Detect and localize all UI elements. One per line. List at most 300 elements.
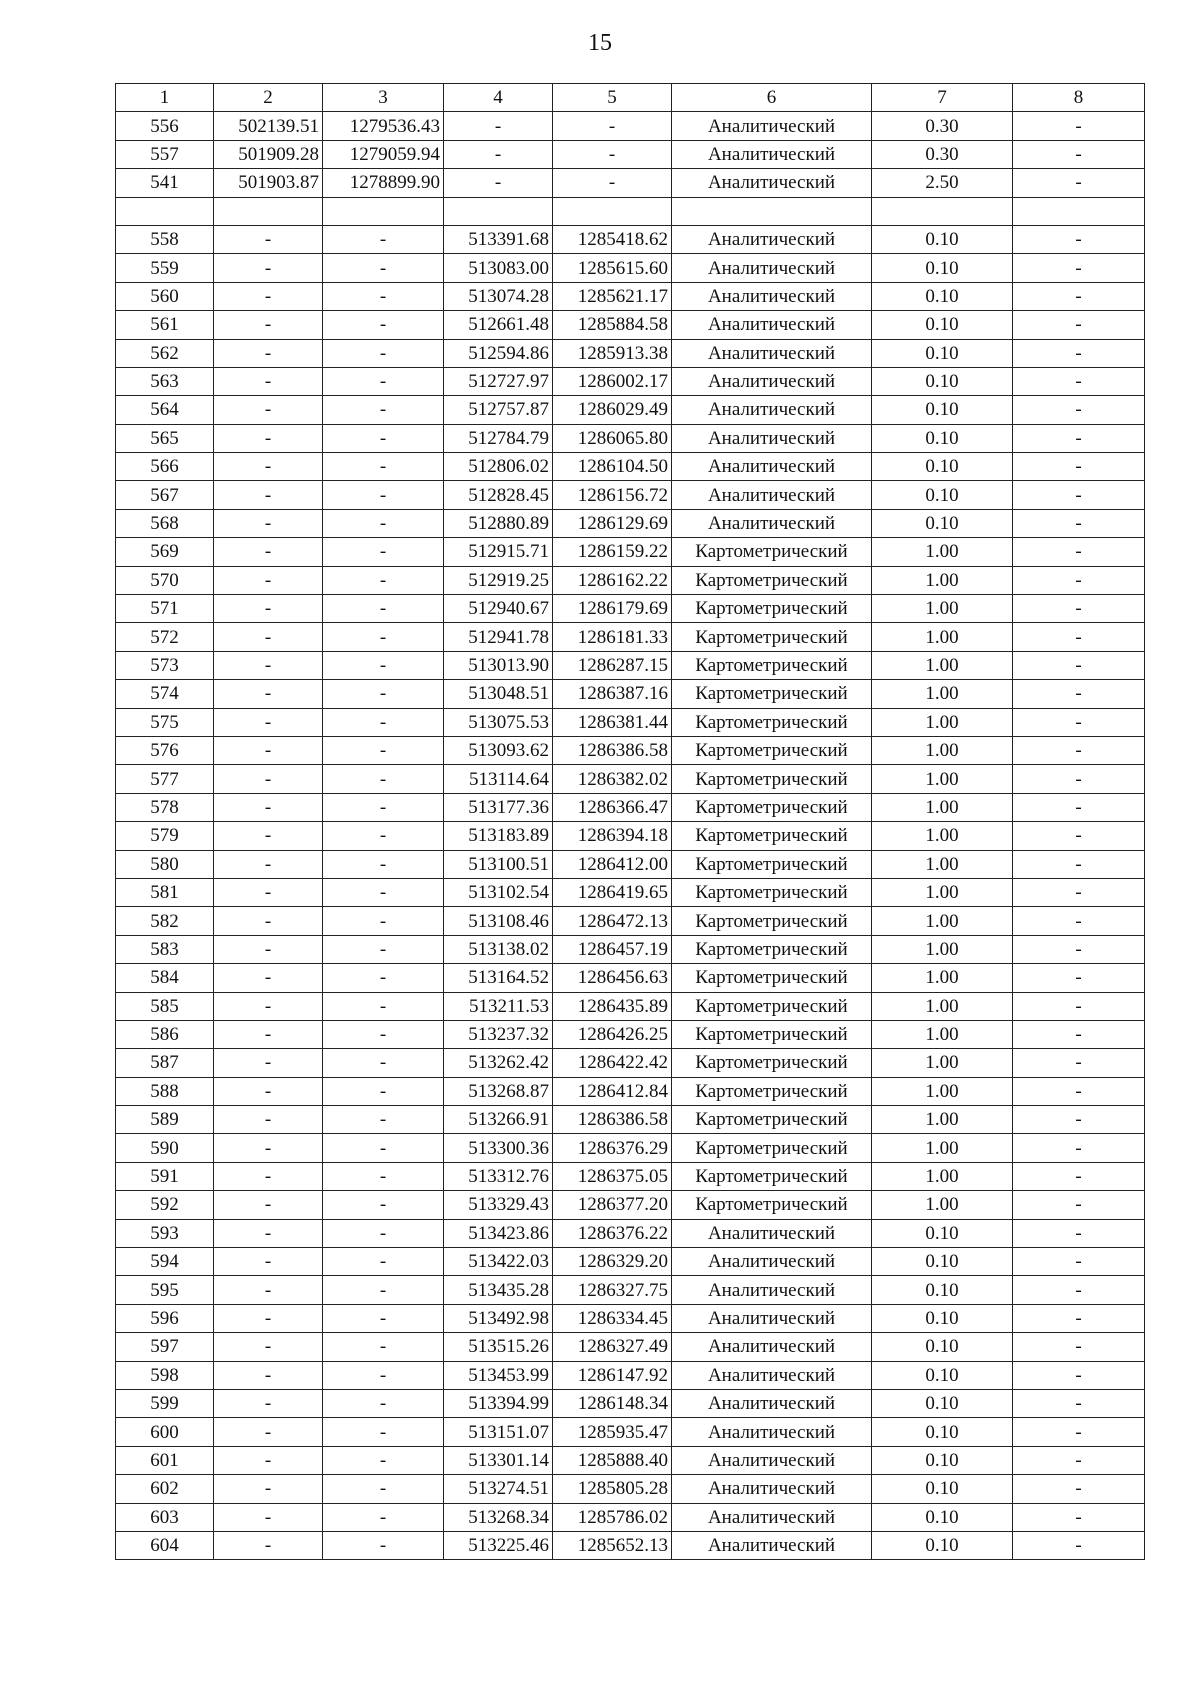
cell-accuracy: 1.00: [872, 935, 1013, 963]
cell-method: Аналитический: [672, 311, 872, 339]
cell-x-old: -: [214, 1106, 323, 1134]
cell-x-old: -: [214, 850, 323, 878]
cell-method: Картометрический: [672, 1191, 872, 1219]
cell-accuracy: 1.00: [872, 907, 1013, 935]
cell-note: -: [1013, 566, 1145, 594]
cell-note: -: [1013, 225, 1145, 253]
table-row: [116, 197, 1145, 225]
cell-note: -: [1013, 935, 1145, 963]
cell-x-new: 513151.07: [444, 1418, 553, 1446]
cell-x-new: 513075.53: [444, 708, 553, 736]
cell-note: -: [1013, 1503, 1145, 1531]
cell-point-number: 563: [116, 367, 214, 395]
cell-y-old: -: [323, 424, 444, 452]
cell-x-old: -: [214, 907, 323, 935]
cell-y-new: 1286375.05: [553, 1162, 672, 1190]
cell-method: Аналитический: [672, 367, 872, 395]
table-row: [116, 595, 1145, 623]
cell-y-old: -: [323, 623, 444, 651]
cell-y-new: 1286129.69: [553, 509, 672, 537]
cell-x-old: -: [214, 225, 323, 253]
cell-y-new: 1286387.16: [553, 680, 672, 708]
cell-y-new: 1286065.80: [553, 424, 672, 452]
cell-x-old: -: [214, 453, 323, 481]
cell-x-new: 512941.78: [444, 623, 553, 651]
cell-note: -: [1013, 1531, 1145, 1559]
cell-x-new: 513422.03: [444, 1248, 553, 1276]
cell-point-number: 599: [116, 1389, 214, 1417]
cell-method: Аналитический: [672, 1446, 872, 1474]
cell-y-old: -: [323, 736, 444, 764]
cell-note: -: [1013, 907, 1145, 935]
cell-y-new: 1286422.42: [553, 1049, 672, 1077]
cell-x-new: 513423.86: [444, 1219, 553, 1247]
cell-note: -: [1013, 595, 1145, 623]
cell-accuracy: 0.10: [872, 311, 1013, 339]
cell-x-old: -: [214, 1248, 323, 1276]
cell-method: Аналитический: [672, 396, 872, 424]
cell-y-new: 1286381.44: [553, 708, 672, 736]
cell-point-number: 588: [116, 1077, 214, 1105]
cell-method: Аналитический: [672, 453, 872, 481]
table-row: [116, 1446, 1145, 1474]
cell-note: -: [1013, 1191, 1145, 1219]
cell-x-new: 513453.99: [444, 1361, 553, 1389]
table-row: [116, 1276, 1145, 1304]
cell-note: -: [1013, 878, 1145, 906]
cell-method: Картометрический: [672, 964, 872, 992]
cell-y-old: -: [323, 1531, 444, 1559]
cell-note: -: [1013, 1418, 1145, 1446]
cell-point-number: 571: [116, 595, 214, 623]
cell-accuracy: 1.00: [872, 1134, 1013, 1162]
cell-y-new: 1286002.17: [553, 367, 672, 395]
cell-y-old: -: [323, 1276, 444, 1304]
cell-x-new: 513225.46: [444, 1531, 553, 1559]
cell-note: -: [1013, 254, 1145, 282]
cell-y-old: -: [323, 453, 444, 481]
table-row: [116, 1304, 1145, 1332]
cell-accuracy: 0.10: [872, 1503, 1013, 1531]
table-row: [116, 1475, 1145, 1503]
cell-method: Картометрический: [672, 992, 872, 1020]
cell-y-old: -: [323, 311, 444, 339]
cell-y-old: -: [323, 850, 444, 878]
cell-note: -: [1013, 1162, 1145, 1190]
cell-note: -: [1013, 339, 1145, 367]
cell-point-number: 584: [116, 964, 214, 992]
cell-x-old: -: [214, 1531, 323, 1559]
cell-method: Аналитический: [672, 1276, 872, 1304]
cell-method: Картометрический: [672, 878, 872, 906]
cell-x-new: -: [444, 169, 553, 197]
cell-y-new: 1286426.25: [553, 1020, 672, 1048]
cell-method: Аналитический: [672, 169, 872, 197]
cell-x-old: -: [214, 1162, 323, 1190]
cell-point-number: 541: [116, 169, 214, 197]
table-row: [116, 140, 1145, 168]
cell-note: -: [1013, 282, 1145, 310]
cell-x-new: 513515.26: [444, 1333, 553, 1361]
cell-note: -: [1013, 1020, 1145, 1048]
cell-method: Картометрический: [672, 680, 872, 708]
cell-x-old: -: [214, 964, 323, 992]
cell-x-old: -: [214, 367, 323, 395]
cell-x-old: -: [214, 1219, 323, 1247]
cell-point-number: 578: [116, 793, 214, 821]
cell-method: Картометрический: [672, 1106, 872, 1134]
cell-point-number: 561: [116, 311, 214, 339]
cell-y-old: -: [323, 254, 444, 282]
cell-point-number: 573: [116, 651, 214, 679]
cell-method: Картометрический: [672, 595, 872, 623]
cell-method: Аналитический: [672, 481, 872, 509]
cell-y-old: -: [323, 878, 444, 906]
cell-y-new: -: [553, 112, 672, 140]
cell-point-number: 596: [116, 1304, 214, 1332]
cell-method: Картометрический: [672, 1020, 872, 1048]
cell-x-new: 513312.76: [444, 1162, 553, 1190]
cell-note: -: [1013, 964, 1145, 992]
cell-x-new: 513435.28: [444, 1276, 553, 1304]
cell-x-new: 512784.79: [444, 424, 553, 452]
cell-point-number: 575: [116, 708, 214, 736]
cell-x-new: 513391.68: [444, 225, 553, 253]
cell-x-old: -: [214, 1191, 323, 1219]
cell-accuracy: 0.10: [872, 1333, 1013, 1361]
cell-accuracy: 0.10: [872, 1389, 1013, 1417]
cell-accuracy: 0.10: [872, 1446, 1013, 1474]
cell-x-new: -: [444, 112, 553, 140]
cell-y-new: 1285935.47: [553, 1418, 672, 1446]
cell-point-number: 604: [116, 1531, 214, 1559]
cell-x-new: 513329.43: [444, 1191, 553, 1219]
cell-point-number: 574: [116, 680, 214, 708]
cell-x-new: 512806.02: [444, 453, 553, 481]
cell-method: Картометрический: [672, 623, 872, 651]
cell-accuracy: 1.00: [872, 793, 1013, 821]
cell-x-old: -: [214, 311, 323, 339]
cell-x-new: 513183.89: [444, 822, 553, 850]
cell-point-number: 567: [116, 481, 214, 509]
table-row: [116, 225, 1145, 253]
cell-x-old: -: [214, 396, 323, 424]
cell-y-old: -: [323, 1049, 444, 1077]
cell-y-old: -: [323, 225, 444, 253]
cell-y-new: 1286162.22: [553, 566, 672, 594]
cell-method: Картометрический: [672, 765, 872, 793]
cell-accuracy: 1.00: [872, 878, 1013, 906]
cell-method: Аналитический: [672, 225, 872, 253]
cell-accuracy: 1.00: [872, 708, 1013, 736]
cell-accuracy: 0.30: [872, 140, 1013, 168]
cell-x-new: 513164.52: [444, 964, 553, 992]
table-row: [116, 339, 1145, 367]
column-header: 2: [214, 84, 323, 112]
cell-y-old: -: [323, 1106, 444, 1134]
cell-x-new: -: [444, 140, 553, 168]
cell-x-old: -: [214, 424, 323, 452]
cell-y-old: -: [323, 793, 444, 821]
table-row: [116, 566, 1145, 594]
cell-y-old: -: [323, 282, 444, 310]
table-row: [116, 651, 1145, 679]
cell-y-old: -: [323, 708, 444, 736]
cell-point-number: 591: [116, 1162, 214, 1190]
table-header-row: [116, 84, 1145, 112]
cell-point-number: 592: [116, 1191, 214, 1219]
cell-accuracy: 1.00: [872, 964, 1013, 992]
cell-x-new: 513048.51: [444, 680, 553, 708]
cell-x-old: -: [214, 1361, 323, 1389]
cell-accuracy: 1.00: [872, 680, 1013, 708]
cell-note: -: [1013, 793, 1145, 821]
cell-accuracy: 0.10: [872, 225, 1013, 253]
table-row: [116, 453, 1145, 481]
cell-x-old: 501903.87: [214, 169, 323, 197]
cell-y-new: 1285786.02: [553, 1503, 672, 1531]
cell-note: -: [1013, 1333, 1145, 1361]
cell-y-old: -: [323, 1219, 444, 1247]
cell-point-number: 595: [116, 1276, 214, 1304]
cell-accuracy: 1.00: [872, 538, 1013, 566]
cell-x-new: 513266.91: [444, 1106, 553, 1134]
cell-x-old: -: [214, 509, 323, 537]
cell-note: -: [1013, 1049, 1145, 1077]
cell-y-old: -: [323, 1389, 444, 1417]
cell-method: Аналитический: [672, 1304, 872, 1332]
cell-x-old: -: [214, 1503, 323, 1531]
cell-accuracy: 0.10: [872, 509, 1013, 537]
column-header: 7: [872, 84, 1013, 112]
cell-method: Картометрический: [672, 1049, 872, 1077]
cell-x-new: 512727.97: [444, 367, 553, 395]
cell-x-old: -: [214, 1020, 323, 1048]
cell-x-old: -: [214, 282, 323, 310]
cell-x-new: 513492.98: [444, 1304, 553, 1332]
cell-y-new: 1286366.47: [553, 793, 672, 821]
cell-x-old: -: [214, 765, 323, 793]
cell-accuracy: 0.10: [872, 1276, 1013, 1304]
cell-method: Аналитический: [672, 1503, 872, 1531]
cell-accuracy: 1.00: [872, 1049, 1013, 1077]
cell-x-old: -: [214, 1333, 323, 1361]
cell-point-number: 577: [116, 765, 214, 793]
cell-method: Картометрический: [672, 736, 872, 764]
table-row: [116, 1418, 1145, 1446]
cell-y-old: -: [323, 765, 444, 793]
table-row: [116, 736, 1145, 764]
cell-x-old: -: [214, 1475, 323, 1503]
cell-method: Картометрический: [672, 566, 872, 594]
cell-y-old: -: [323, 1134, 444, 1162]
table-row: [116, 992, 1145, 1020]
cell-method: Аналитический: [672, 282, 872, 310]
cell-point-number: 589: [116, 1106, 214, 1134]
cell-accuracy: 1.00: [872, 1191, 1013, 1219]
cell-y-new: 1286456.63: [553, 964, 672, 992]
cell-y-new: 1286386.58: [553, 1106, 672, 1134]
cell-method: Картометрический: [672, 1077, 872, 1105]
cell-method: Картометрический: [672, 850, 872, 878]
cell-y-new: -: [553, 169, 672, 197]
cell-y-new: 1286412.84: [553, 1077, 672, 1105]
cell-y-new: 1286412.00: [553, 850, 672, 878]
table-row: [116, 964, 1145, 992]
cell-method: Аналитический: [672, 1418, 872, 1446]
cell-y-old: -: [323, 1361, 444, 1389]
cell-x-old: -: [214, 566, 323, 594]
cell-x-old: -: [214, 736, 323, 764]
cell-accuracy: 0.10: [872, 1248, 1013, 1276]
cell-x-old: -: [214, 481, 323, 509]
cell-y-new: 1286394.18: [553, 822, 672, 850]
cell-accuracy: 0.10: [872, 453, 1013, 481]
table-row: [116, 822, 1145, 850]
cell-y-old: -: [323, 1162, 444, 1190]
cell-accuracy: 0.10: [872, 1475, 1013, 1503]
cell-x-new: 512915.71: [444, 538, 553, 566]
column-header: 8: [1013, 84, 1145, 112]
cell-note: -: [1013, 822, 1145, 850]
cell-point-number: 601: [116, 1446, 214, 1474]
cell-y-new: 1286334.45: [553, 1304, 672, 1332]
cell-x-old: -: [214, 1134, 323, 1162]
cell-accuracy: [872, 197, 1013, 225]
cell-method: Картометрический: [672, 822, 872, 850]
cell-point-number: 597: [116, 1333, 214, 1361]
cell-y-old: [323, 197, 444, 225]
cell-y-new: 1286181.33: [553, 623, 672, 651]
cell-point-number: 557: [116, 140, 214, 168]
cell-x-new: 513300.36: [444, 1134, 553, 1162]
cell-x-new: 513100.51: [444, 850, 553, 878]
cell-method: Аналитический: [672, 254, 872, 282]
cell-x-new: 513268.87: [444, 1077, 553, 1105]
cell-y-old: 1279536.43: [323, 112, 444, 140]
cell-y-old: -: [323, 595, 444, 623]
cell-y-new: 1286376.22: [553, 1219, 672, 1247]
cell-method: Аналитический: [672, 1531, 872, 1559]
cell-point-number: [116, 197, 214, 225]
cell-note: -: [1013, 1077, 1145, 1105]
cell-method: Аналитический: [672, 1475, 872, 1503]
table-row: [116, 765, 1145, 793]
cell-accuracy: 2.50: [872, 169, 1013, 197]
table-row: [116, 282, 1145, 310]
coordinates-table: [115, 83, 1145, 1560]
cell-note: -: [1013, 1446, 1145, 1474]
cell-y-new: 1285913.38: [553, 339, 672, 367]
table-row: [116, 367, 1145, 395]
table-row: [116, 424, 1145, 452]
cell-note: -: [1013, 1219, 1145, 1247]
cell-y-old: -: [323, 481, 444, 509]
cell-method: Картометрический: [672, 651, 872, 679]
cell-accuracy: 1.00: [872, 651, 1013, 679]
cell-x-new: 513262.42: [444, 1049, 553, 1077]
cell-method: Картометрический: [672, 1134, 872, 1162]
cell-y-old: -: [323, 1248, 444, 1276]
cell-y-old: -: [323, 907, 444, 935]
cell-point-number: 590: [116, 1134, 214, 1162]
cell-accuracy: 1.00: [872, 850, 1013, 878]
cell-y-old: 1279059.94: [323, 140, 444, 168]
cell-x-old: -: [214, 992, 323, 1020]
cell-y-new: [553, 197, 672, 225]
page-number: 15: [588, 30, 612, 56]
cell-method: Аналитический: [672, 1361, 872, 1389]
cell-accuracy: 0.10: [872, 367, 1013, 395]
cell-accuracy: 0.10: [872, 1361, 1013, 1389]
cell-note: -: [1013, 1106, 1145, 1134]
cell-method: Аналитический: [672, 1248, 872, 1276]
cell-y-new: 1286386.58: [553, 736, 672, 764]
cell-x-new: 513274.51: [444, 1475, 553, 1503]
cell-y-old: -: [323, 1077, 444, 1105]
table-row: [116, 1134, 1145, 1162]
table-row: [116, 878, 1145, 906]
cell-point-number: 603: [116, 1503, 214, 1531]
cell-x-old: -: [214, 623, 323, 651]
cell-accuracy: 1.00: [872, 595, 1013, 623]
cell-x-old: -: [214, 822, 323, 850]
table-row: [116, 850, 1145, 878]
cell-method: [672, 197, 872, 225]
cell-x-new: 513211.53: [444, 992, 553, 1020]
table-row: [116, 1106, 1145, 1134]
cell-y-new: 1286104.50: [553, 453, 672, 481]
table-row: [116, 311, 1145, 339]
cell-accuracy: 1.00: [872, 1106, 1013, 1134]
cell-method: Картометрический: [672, 538, 872, 566]
cell-accuracy: 0.10: [872, 339, 1013, 367]
column-header: 3: [323, 84, 444, 112]
cell-note: -: [1013, 1276, 1145, 1304]
table-row: [116, 1503, 1145, 1531]
cell-x-new: 513268.34: [444, 1503, 553, 1531]
cell-point-number: 581: [116, 878, 214, 906]
cell-method: Картометрический: [672, 708, 872, 736]
cell-point-number: 600: [116, 1418, 214, 1446]
cell-point-number: 564: [116, 396, 214, 424]
cell-note: -: [1013, 1361, 1145, 1389]
cell-x-old: -: [214, 339, 323, 367]
table-row: [116, 481, 1145, 509]
cell-point-number: 587: [116, 1049, 214, 1077]
cell-y-old: -: [323, 1418, 444, 1446]
cell-y-old: -: [323, 992, 444, 1020]
cell-x-old: -: [214, 878, 323, 906]
cell-point-number: 570: [116, 566, 214, 594]
table-row: [116, 708, 1145, 736]
cell-y-old: -: [323, 1446, 444, 1474]
cell-y-new: 1286327.49: [553, 1333, 672, 1361]
cell-y-new: 1286472.13: [553, 907, 672, 935]
cell-x-old: -: [214, 793, 323, 821]
cell-y-new: 1286419.65: [553, 878, 672, 906]
cell-note: -: [1013, 1389, 1145, 1417]
cell-y-old: -: [323, 1503, 444, 1531]
cell-accuracy: 1.00: [872, 1162, 1013, 1190]
table-row: [116, 1049, 1145, 1077]
cell-point-number: 558: [116, 225, 214, 253]
cell-note: -: [1013, 169, 1145, 197]
cell-accuracy: 0.30: [872, 112, 1013, 140]
cell-note: -: [1013, 1134, 1145, 1162]
cell-y-old: 1278899.90: [323, 169, 444, 197]
cell-accuracy: 0.10: [872, 282, 1013, 310]
